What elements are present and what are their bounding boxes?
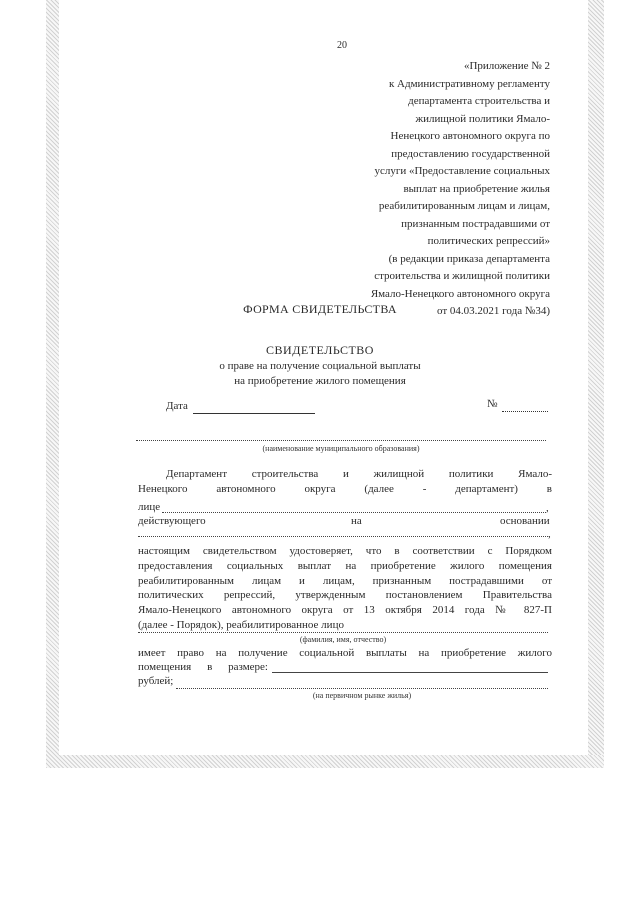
scan-border-left xyxy=(46,0,59,768)
appendix-line: предоставлению государственной xyxy=(391,147,550,160)
municipality-caption: (наименование муниципального образования) xyxy=(262,444,420,453)
full-name-caption: (фамилия, имя, отчество) xyxy=(299,635,387,644)
appendix-line: строительства и жилищной политики xyxy=(374,270,550,282)
appendix-line: услуги «Предоставление социальных xyxy=(374,165,550,177)
paragraph-line: основании xyxy=(500,515,550,527)
paragraph-line: Департамент строительства и жилищной политики Ямало- xyxy=(166,468,552,480)
appendix-line: (в редакции приказа департамента xyxy=(388,252,550,265)
amount-words-field[interactable] xyxy=(176,688,548,689)
paragraph-line: рублей; xyxy=(138,675,174,687)
certificate-subtitle: о праве на получение социальной выплаты xyxy=(219,359,421,372)
appendix-line: Ямало-Ненецкого автономного округа xyxy=(370,287,550,300)
paragraph-line: лице xyxy=(138,501,161,513)
paragraph-line: реабилитированным лицам и лицам, признанным пострадавшими от xyxy=(138,574,552,587)
primary-market-caption: (на первичном рынке жилья) xyxy=(312,691,412,700)
paragraph-line: имеет право на получение социальной выплаты на приобретение жилого xyxy=(138,647,552,659)
appendix-note xyxy=(318,58,550,321)
paragraph-punct: , xyxy=(548,528,551,540)
appendix-line: выплат на приобретение жилья xyxy=(403,182,550,195)
paragraph-line: на xyxy=(351,515,362,527)
page-number: 20 xyxy=(337,40,347,51)
certificate-subtitle: на приобретение жилого помещения xyxy=(234,375,406,387)
paragraph-right xyxy=(138,646,552,661)
appendix-line: реабилитированным лицам и лицам, xyxy=(378,200,550,212)
municipality-field[interactable] xyxy=(136,440,546,441)
paragraph-line: политических репрессий, утвержденным постановлением Правительства xyxy=(138,589,552,602)
scan-border-bottom xyxy=(46,755,604,768)
appendix-line: «Приложение № 2 xyxy=(463,60,550,72)
appendix-line: жилищной политики Ямало- xyxy=(415,112,550,125)
form-title: ФОРМА СВИДЕТЕЛЬСТВА xyxy=(243,302,397,316)
amount-field[interactable] xyxy=(272,672,548,673)
certificate-heading-block xyxy=(200,343,440,390)
paragraph-line: Ненецкого автономного округа (далее - департамент) в xyxy=(138,482,552,495)
full-name-field[interactable] xyxy=(138,632,548,633)
number-label: № xyxy=(487,398,498,410)
certificate-heading: СВИДЕТЕЛЬСТВО xyxy=(266,343,374,357)
appendix-line: политических репрессий» xyxy=(427,235,550,247)
representative-field[interactable] xyxy=(162,512,546,513)
paragraph-line xyxy=(138,661,268,673)
paragraph-line: действующего xyxy=(138,515,206,527)
appendix-line: департамента строительства и xyxy=(408,95,550,107)
paragraph-line: (далее - Порядок), реабилитированное лицо xyxy=(138,618,344,631)
date-label: Дата xyxy=(166,400,188,412)
paragraph-certifies xyxy=(138,544,552,633)
paragraph-line: предоставления социальных выплат на приобретение жилого помещения xyxy=(138,559,552,572)
basis-field[interactable] xyxy=(138,536,548,537)
appendix-line: к Административному регламенту xyxy=(388,77,550,90)
paragraph-department xyxy=(138,467,552,496)
paragraph-punct: , xyxy=(546,502,549,514)
number-field[interactable] xyxy=(502,411,548,412)
paragraph-line-text: помещения в размере: xyxy=(138,661,268,673)
paragraph-line: Ямало-Ненецкого автономного округа от 13 октября 2014 года № 827-П xyxy=(138,604,552,617)
date-field[interactable] xyxy=(193,413,315,414)
appendix-line: признанным пострадавшими от xyxy=(401,217,550,230)
scan-border-right xyxy=(588,0,604,768)
appendix-line: от 04.03.2021 года №34) xyxy=(437,305,550,317)
appendix-line: Ненецкого автономного округа по xyxy=(390,130,550,142)
paragraph-line: настоящим свидетельством удостоверяет, что в соответствии с Порядком xyxy=(138,545,552,557)
